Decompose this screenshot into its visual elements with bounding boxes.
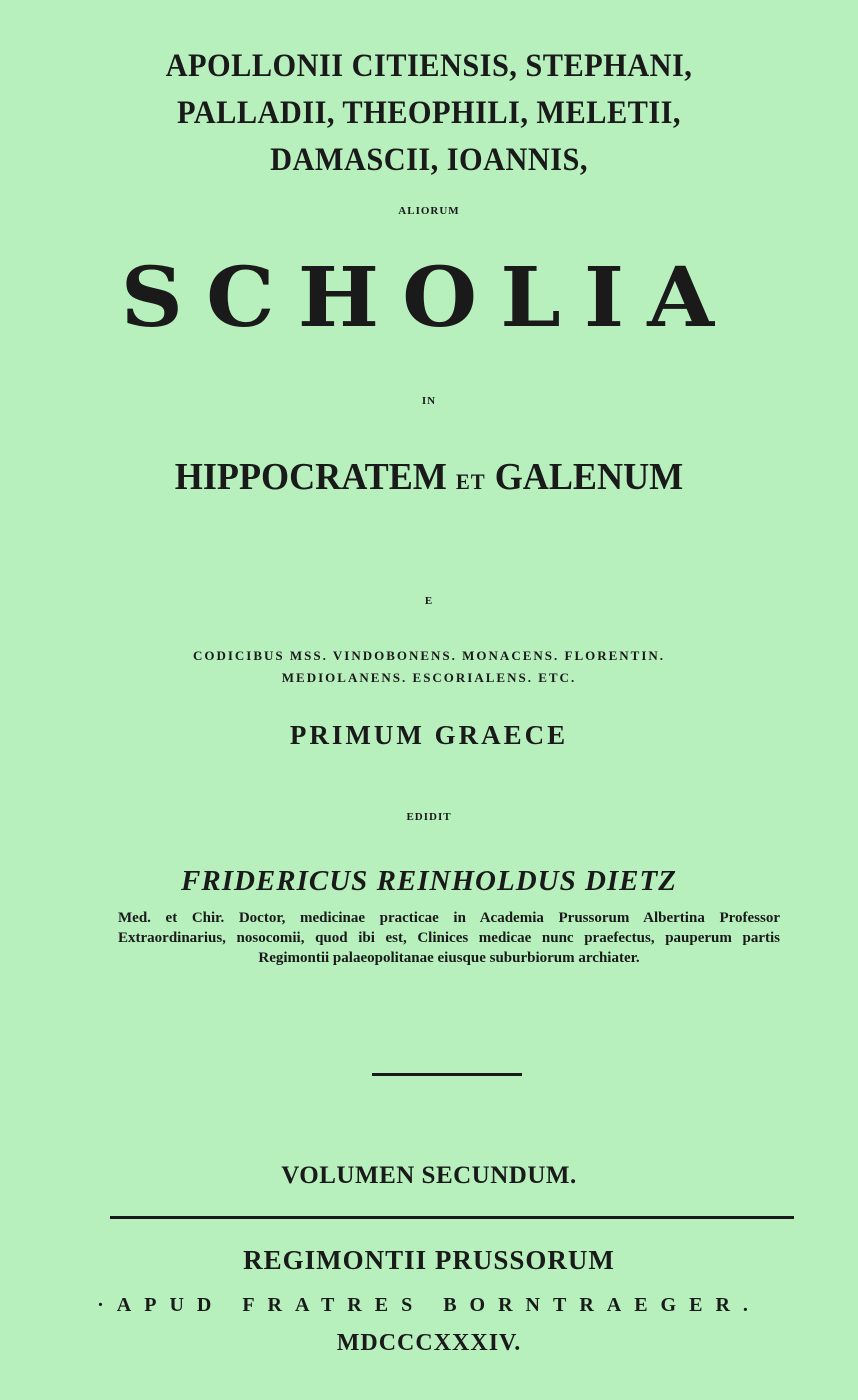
edidit-label: EDIDIT xyxy=(406,811,452,823)
authors-line-2: PALLADII, THEOPHILI, MELETII, xyxy=(176,95,681,131)
long-divider xyxy=(110,1216,794,1219)
short-divider xyxy=(372,1073,522,1076)
volume-label: VOLUMEN SECUNDUM. xyxy=(281,1162,577,1189)
editor-bio: Med. et Chir. Doctor, medicinae practicae in Academia Prussorum Albertina Professor Extraordinarius, nosocomii, quod ibi est, Clinices medicae nunc praefectus, pauperum partis Regimontii palaeopolitanae eiusque suburbiorum archiater. xyxy=(118,910,780,966)
codices-line-1: CODICIBUS MSS. VINDOBONENS. MONACENS. FLORENTIN. xyxy=(192,648,666,663)
aliorum-label: ALIORUM xyxy=(398,205,460,217)
main-title: SCHOLIA xyxy=(120,250,738,346)
codices-line-2: MEDIOLANENS. ESCORIALENS. ETC. xyxy=(281,670,577,685)
publication-year: MDCCCXXXIV. xyxy=(336,1330,522,1356)
authors-line-1: APOLLONII CITIENSIS, STEPHANI, xyxy=(165,48,693,84)
subject-hippocratem: HIPPOCRATEM xyxy=(174,456,447,498)
publisher: ·APUD FRATRES BORNTRAEGER. xyxy=(97,1294,761,1316)
subject-galenum: GALENUM xyxy=(494,456,684,498)
in-label: IN xyxy=(421,395,437,407)
subject-line xyxy=(21,455,836,499)
e-label: E xyxy=(424,595,434,607)
authors-line-3: DAMASCII, IOANNIS, xyxy=(270,142,588,178)
subject-et: ET xyxy=(455,469,486,494)
primum-graece: PRIMUM GRAECE xyxy=(289,720,569,750)
editor-name: FRIDERICUS REINHOLDUS DIETZ xyxy=(181,865,677,897)
place-of-publication: REGIMONTII PRUSSORUM xyxy=(243,1245,615,1275)
